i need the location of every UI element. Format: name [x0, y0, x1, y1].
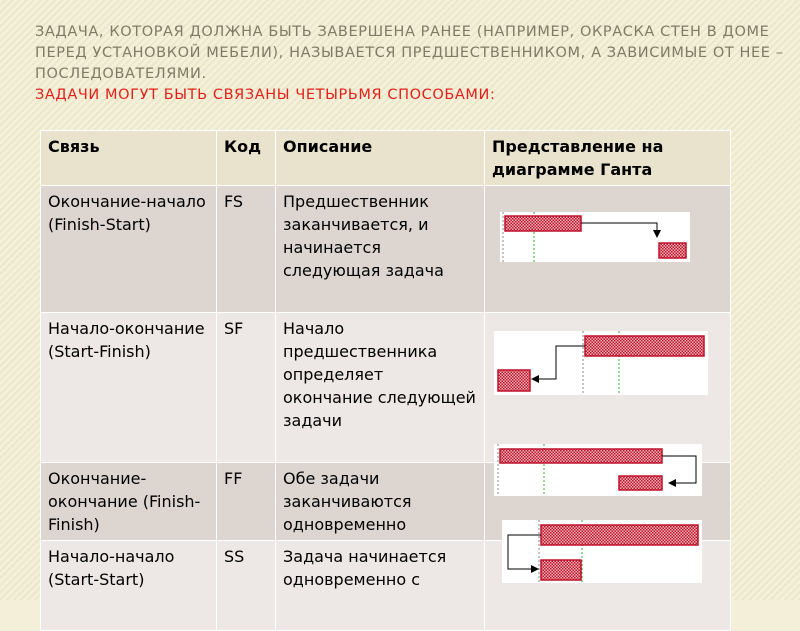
cell-link: Окончание-окончание (Finish-Finish): [41, 463, 217, 541]
table-header-row: [41, 131, 731, 186]
heading-subtext: ЗАДАЧИ МОГУТ БЫТЬ СВЯЗАНЫ ЧЕТЫРЬМЯ СПОСОБАМИ:: [35, 87, 496, 103]
cell-code: FF: [217, 463, 276, 541]
cell-description: Начало предшественника определяет окончание следующей задачи: [276, 313, 485, 463]
cell-description: Обе задачи заканчиваются одновременно: [276, 463, 485, 541]
cell-code: FS: [217, 186, 276, 313]
gantt-diagram-ss: [502, 520, 702, 583]
heading-text: ЗАДАЧА, КОТОРАЯ ДОЛЖНА БЫТЬ ЗАВЕРШЕНА РАНЕЕ (НАПРИМЕР, ОКРАСКА СТЕН В ДОМЕ ПЕРЕД УСТАНОВКОЙ МЕБЕЛИ), НАЗЫВАЕТСЯ ПРЕДШЕСТВЕННИКОМ, А ЗАВИСИМЫЕ ОТ НЕЕ – ПОСЛЕДОВАТЕЛЯМИ.: [35, 24, 784, 82]
header-description: Описание: [276, 131, 485, 186]
header-link: Связь: [41, 131, 217, 186]
header-gantt: Представление на диаграмме Ганта: [485, 131, 731, 186]
slide-heading: [35, 22, 790, 106]
cell-code: SS: [217, 541, 276, 631]
gantt-diagram-sf: [494, 331, 708, 395]
cell-link: Начало-окончание (Start-Finish): [41, 313, 217, 463]
header-code: Код: [217, 131, 276, 186]
gantt-diagram-ff: [494, 444, 702, 496]
cell-link: Окончание-начало (Finish-Start): [41, 186, 217, 313]
gantt-diagram-fs: [500, 212, 690, 262]
cell-link: Начало-начало (Start-Start): [41, 541, 217, 631]
cell-description: Задача начинается одновременно с: [276, 541, 485, 631]
cell-description: Предшественник заканчивается, и начинается следующая задача: [276, 186, 485, 313]
cell-code: SF: [217, 313, 276, 463]
